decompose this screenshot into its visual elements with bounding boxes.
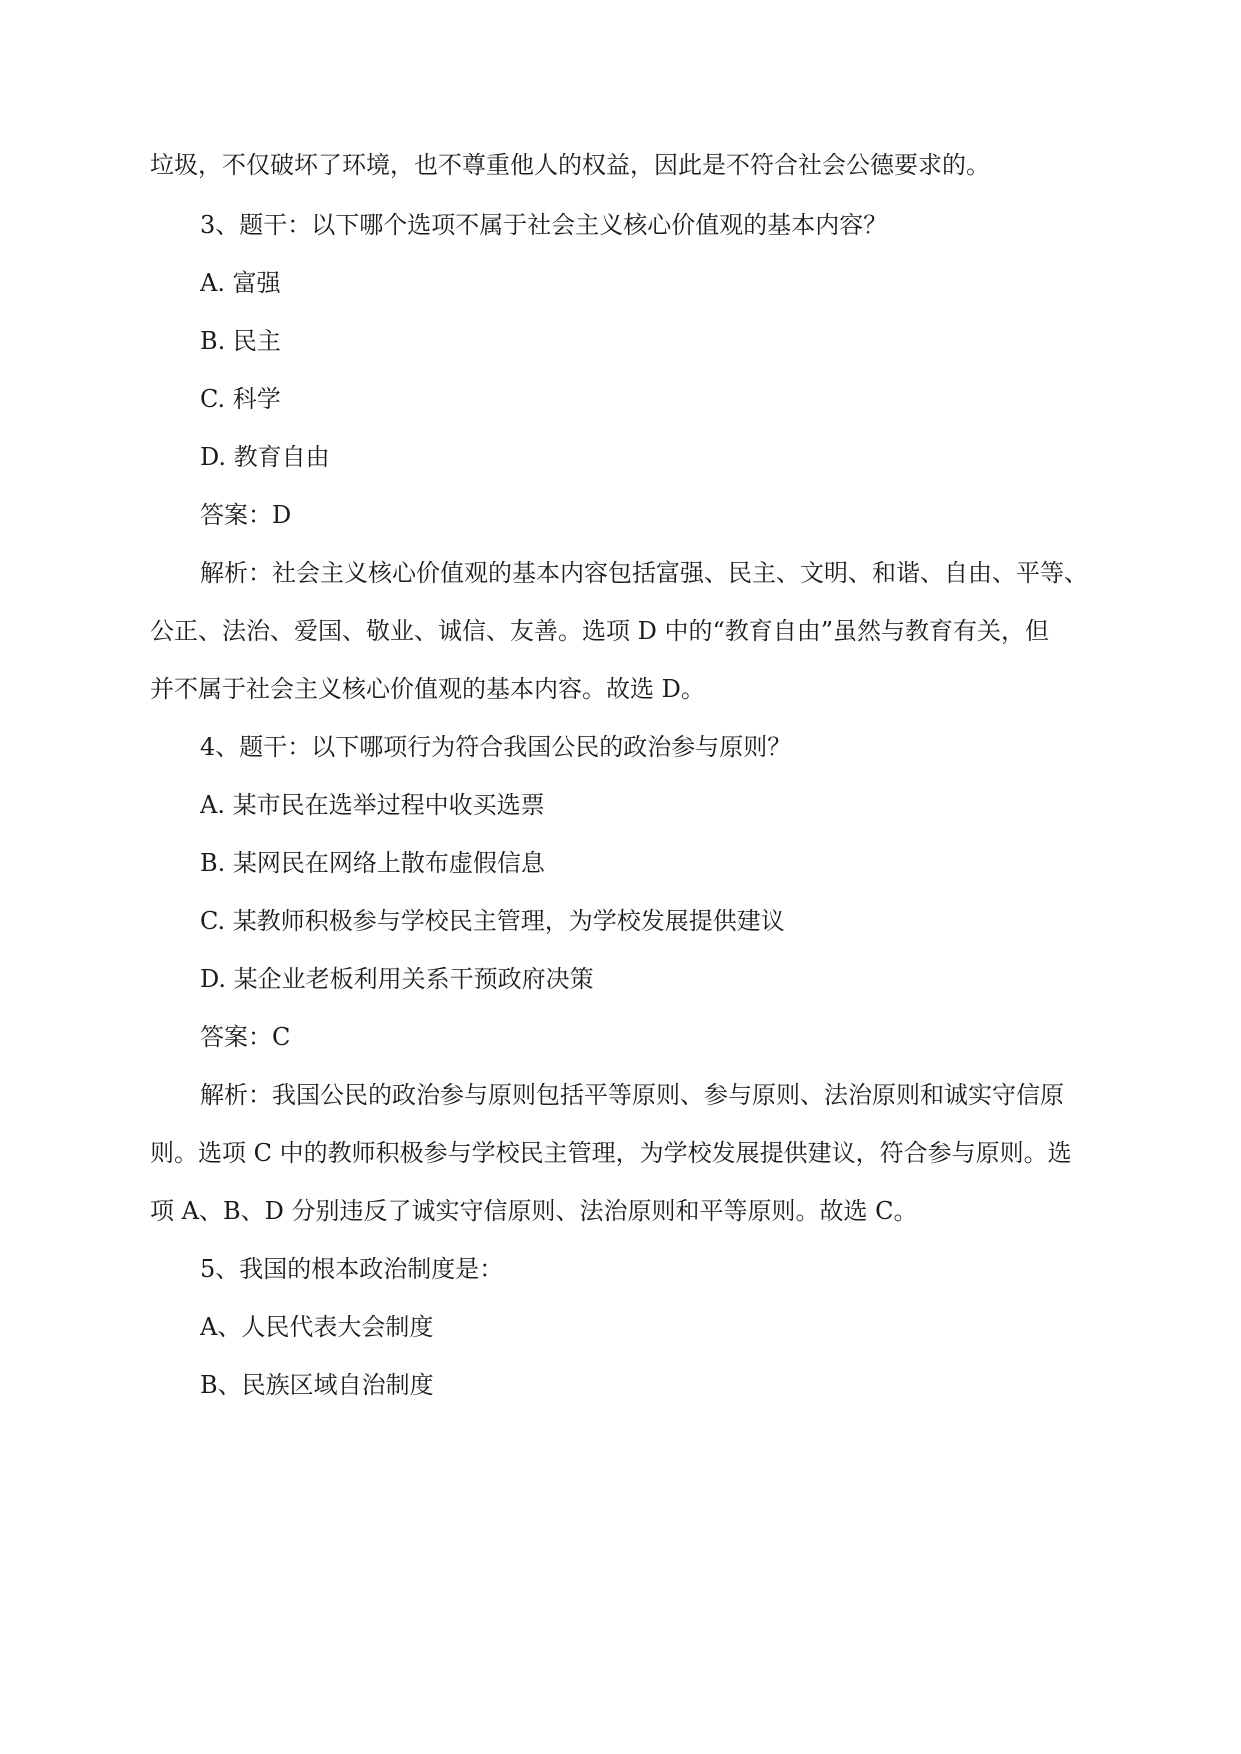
question-3-stem: 3、题干：以下哪个选项不属于社会主义核心价值观的基本内容？ (200, 211, 888, 239)
question-3-analysis-line-3: 并不属于社会主义核心价值观的基本内容。故选 D。 (150, 675, 705, 703)
question-4-option-d: D. 某企业老板利用关系干预政府决策 (200, 965, 594, 993)
question-3-option-a: A. 富强 (200, 269, 281, 297)
question-4-analysis-line-2: 则。选项 C 中的教师积极参与学校民主管理，为学校发展提供建议，符合参与原则。选 (150, 1139, 1072, 1167)
question-4-option-b: B. 某网民在网络上散布虚假信息 (200, 849, 545, 877)
question-3-option-d: D. 教育自由 (200, 443, 330, 471)
question-3-analysis-line-1: 解析：社会主义核心价值观的基本内容包括富强、民主、文明、和谐、自由、平等、 (200, 559, 1088, 587)
question-3-option-c: C. 科学 (200, 385, 281, 413)
question-3-option-b: B. 民主 (200, 327, 281, 355)
paragraph-line: 垃圾，不仅破坏了环境，也不尊重他人的权益，因此是不符合社会公德要求的。 (150, 151, 990, 179)
question-4-stem: 4、题干：以下哪项行为符合我国公民的政治参与原则？ (200, 733, 792, 761)
question-4-answer: 答案：C (200, 1023, 291, 1051)
question-4-analysis-line-1: 解析：我国公民的政治参与原则包括平等原则、参与原则、法治原则和诚实守信原 (200, 1081, 1064, 1109)
question-5-stem: 5、我国的根本政治制度是： (200, 1255, 504, 1283)
question-4-option-a: A. 某市民在选举过程中收买选票 (200, 791, 545, 819)
question-5-option-a: A、人民代表大会制度 (200, 1313, 434, 1341)
question-4-option-c: C. 某教师积极参与学校民主管理，为学校发展提供建议 (200, 907, 785, 935)
question-4-analysis-line-3: 项 A、B、D 分别违反了诚实守信原则、法治原则和平等原则。故选 C。 (150, 1197, 918, 1225)
question-5-option-b: B、民族区域自治制度 (200, 1371, 434, 1399)
question-3-answer: 答案：D (200, 501, 292, 529)
question-3-analysis-line-2: 公正、法治、爱国、敬业、诚信、友善。选项 D 中的“教育自由”虽然与教育有关，但 (150, 617, 1050, 645)
